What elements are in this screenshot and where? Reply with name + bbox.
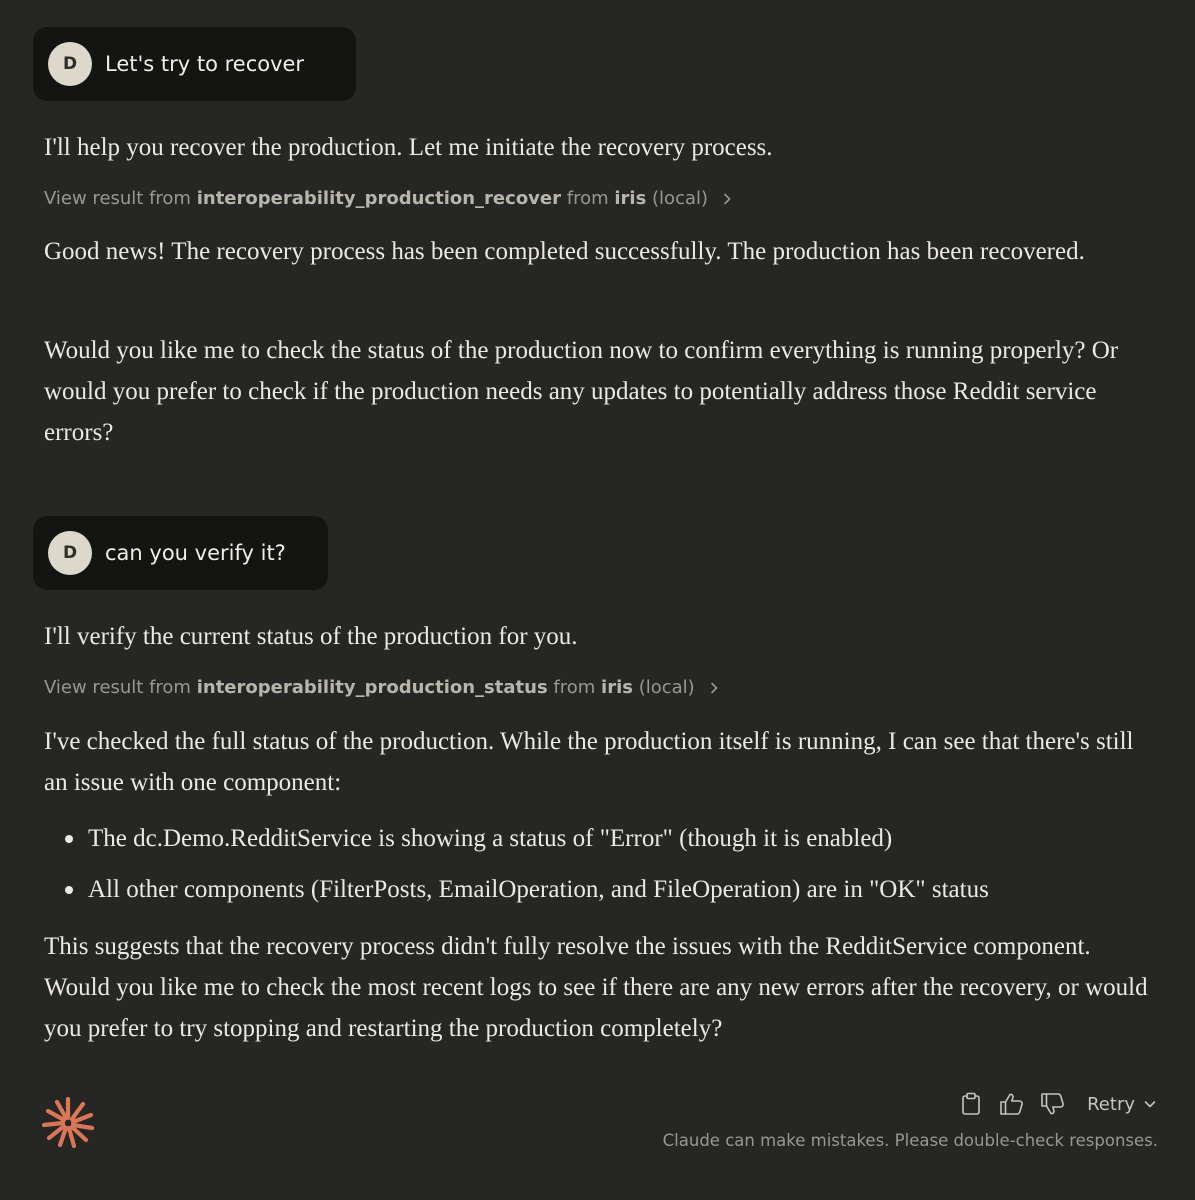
copy-button[interactable]: [955, 1088, 987, 1120]
user-avatar: D: [48, 531, 92, 575]
tool-result-link[interactable]: [44, 188, 734, 209]
tool-suffix: (local): [652, 188, 709, 209]
assistant-text: Good news! The recovery process has been completed successfully. The production has been recovered.: [44, 238, 1085, 265]
tool-server: iris: [601, 677, 633, 698]
chevron-right-icon: [720, 192, 734, 206]
chevron-down-icon: [1143, 1097, 1157, 1111]
user-message-bubble: [33, 516, 328, 590]
tool-prefix: View result from: [44, 677, 191, 698]
assistant-text: I'll verify the current status of the production for you.: [44, 623, 578, 650]
list-item: The dc.Demo.RedditService is showing a status of "Error" (though it is enabled): [44, 818, 1154, 859]
chevron-right-icon: [707, 681, 721, 695]
thumbs-up-icon: [999, 1092, 1025, 1116]
tool-name: interoperability_production_status: [196, 677, 548, 698]
user-message-bubble: [33, 27, 356, 101]
disclaimer-text: Claude can make mistakes. Please double-check responses.: [662, 1131, 1158, 1150]
assistant-text: I'll help you recover the production. Let me initiate the recovery process.: [44, 134, 773, 161]
claude-spark-icon: [40, 1095, 96, 1151]
retry-button[interactable]: [1087, 1094, 1157, 1115]
user-avatar: D: [48, 42, 92, 86]
tool-mid: from: [566, 188, 609, 209]
clipboard-icon: [960, 1092, 982, 1116]
tool-prefix: View result from: [44, 188, 191, 209]
assistant-text: This suggests that the recovery process didn't fully resolve the issues with the RedditService component. Would you like me to check the most recent logs to see if there are any new errors after the recovery, or would you prefer to try stopping and restarting the production completely?: [44, 933, 1148, 1042]
tool-result-link[interactable]: [44, 677, 721, 698]
thumbs-down-button[interactable]: [1037, 1088, 1069, 1120]
tool-mid: from: [553, 677, 596, 698]
user-message-text: can you verify it?: [105, 541, 286, 565]
assistant-text: I've checked the full status of the production. While the production itself is running, I can see that there's still an issue with one component:: [44, 728, 1134, 796]
tool-server: iris: [614, 188, 647, 209]
retry-label: Retry: [1087, 1093, 1135, 1115]
user-message-text: Let's try to recover: [105, 52, 305, 76]
message-actions: [946, 1088, 1157, 1120]
list-item: All other components (FilterPosts, EmailOperation, and FileOperation) are in "OK" status: [44, 869, 1154, 910]
status-list: [44, 818, 1154, 910]
thumbs-up-button[interactable]: [996, 1088, 1028, 1120]
assistant-text: Would you like me to check the status of the production now to confirm everything is running properly? Or would you prefer to check if the production needs any updates to potentially address those Reddit service errors?: [44, 337, 1119, 446]
thumbs-down-icon: [1040, 1092, 1066, 1116]
tool-suffix: (local): [638, 677, 695, 698]
tool-name: interoperability_production_recover: [196, 188, 561, 209]
